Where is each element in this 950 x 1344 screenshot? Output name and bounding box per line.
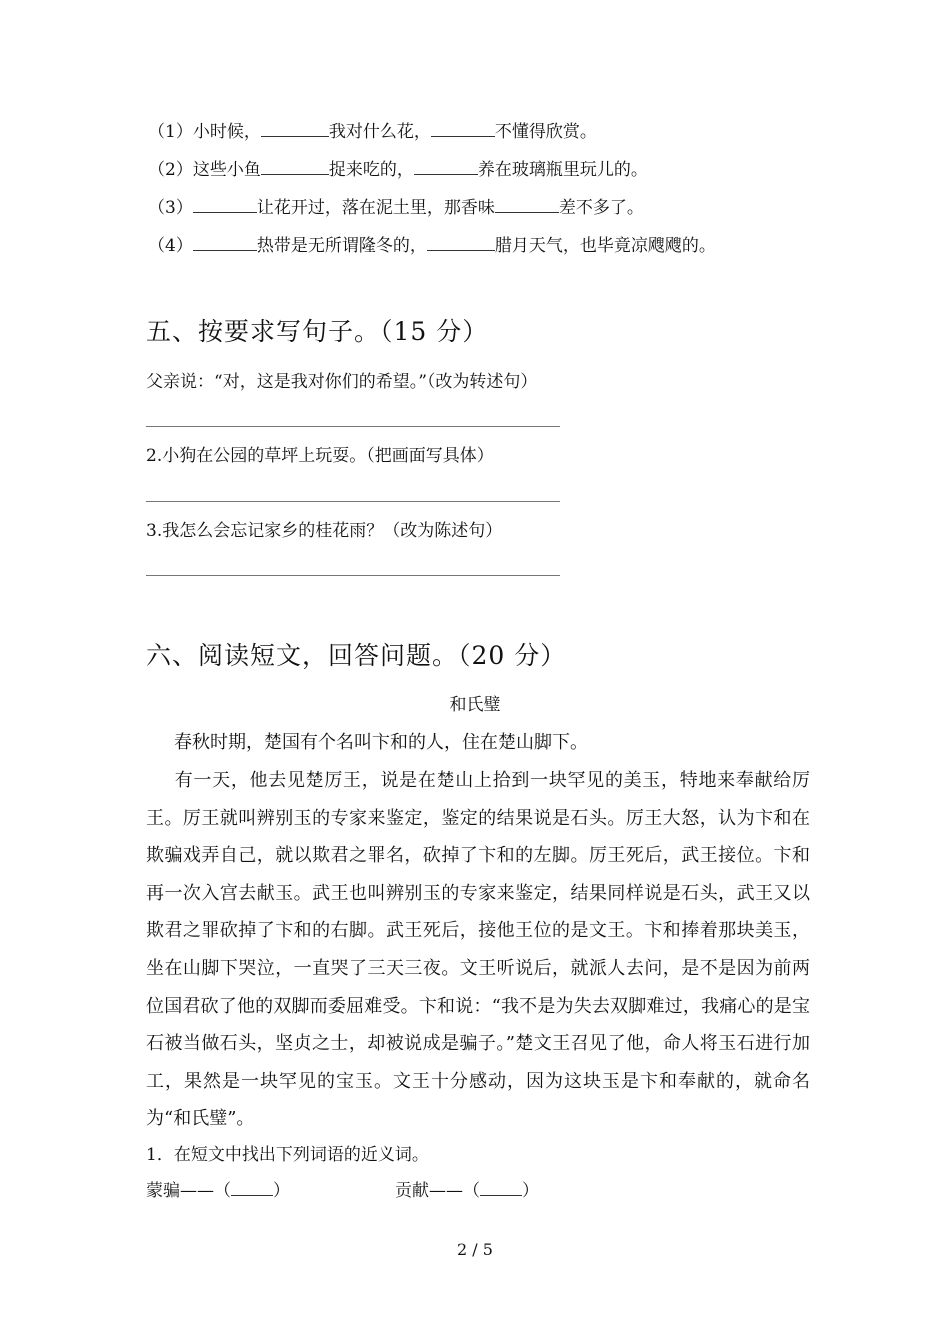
fill-blank-3-part-c: 差不多了。 bbox=[558, 198, 644, 218]
synonym-1-close: ） bbox=[273, 1181, 290, 1201]
passage-paragraph-2-text: 有一天，他去见楚厉王，说是在楚山上拾到一块罕见的美玉，特地来奉献给厉王。厉王就叫辨别玉的专家来鉴定，鉴定的结果说是石头。厉王大怒，认为卞和在欺骗戏弄自己，就以欺君之罪名，砍掉了卞和的左脚。厉王死后，武王接位。卞和再一次入宫去献玉。武王也叫辨别玉的专家来鉴定，结果同样说是石头，武王又以欺君之罪砍掉了卞和的右脚。武王死后，接他王位的是文王。卞和捧着那块美玉，坐在山脚下哭泣，一直哭了三天三夜。文王听说后，就派人去问，是不是因为前两位国君砍了他的双脚而委屈难受。卞和说：“我不是为失去双脚难过，我痛心的是宝石被当做石头，坚贞之士，却被说成是骗子。”楚文王召见了他，命人将玉石进行加工，果然是一块罕见的宝玉。文王十分感动，因为这块玉是卞和奉献的，就命名为“和氏璧”。 bbox=[146, 770, 810, 1130]
answer-blank[interactable] bbox=[193, 196, 257, 213]
section5-question-1: 父亲说：“对，这是我对你们的希望。”（改为转述句） bbox=[146, 372, 538, 392]
passage-paragraph-1-text: 春秋时期，楚国有个名叫卞和的人，住在楚山脚下。 bbox=[174, 732, 588, 753]
answer-blank[interactable] bbox=[231, 1179, 273, 1196]
synonym-row-2 bbox=[395, 1179, 539, 1203]
synonym-2-word: 贡献——（ bbox=[395, 1181, 480, 1201]
synonym-1-word: 蒙骗——（ bbox=[146, 1181, 231, 1201]
fill-blank-1-part-b: 我对什么花， bbox=[328, 122, 431, 142]
passage-paragraph-2 bbox=[146, 762, 810, 1138]
fill-blank-4 bbox=[148, 234, 716, 258]
answer-blank[interactable] bbox=[414, 158, 478, 175]
answer-line-2[interactable] bbox=[146, 501, 560, 502]
page-number: 2 / 5 bbox=[457, 1240, 493, 1259]
fill-blank-2-part-a: （2）这些小鱼 bbox=[148, 160, 261, 180]
answer-blank[interactable] bbox=[193, 234, 257, 251]
answer-blank[interactable] bbox=[261, 120, 329, 137]
answer-line-3[interactable] bbox=[146, 575, 560, 576]
fill-blank-2-part-b: 捉来吃的， bbox=[328, 160, 414, 180]
fill-blank-3-part-a: （3） bbox=[148, 198, 193, 218]
section6-heading: 六、阅读短文，回答问题。（20 分） bbox=[146, 641, 567, 670]
section5-heading: 五、按要求写句子。（15 分） bbox=[146, 317, 489, 346]
answer-blank[interactable] bbox=[261, 158, 329, 175]
answer-blank[interactable] bbox=[480, 1179, 522, 1196]
passage-title: 和氏璧 bbox=[449, 695, 501, 715]
fill-blank-4-part-c: 腊月天气，也毕竟凉飕飕的。 bbox=[494, 236, 716, 256]
fill-blank-2 bbox=[148, 158, 648, 182]
fill-blank-1-part-a: （1）小时候， bbox=[148, 122, 261, 142]
answer-blank[interactable] bbox=[431, 120, 495, 137]
fill-blank-4-part-a: （4） bbox=[148, 236, 193, 256]
answer-line-1[interactable] bbox=[146, 426, 560, 427]
answer-blank[interactable] bbox=[427, 234, 495, 251]
answer-blank[interactable] bbox=[495, 196, 559, 213]
fill-blank-1-part-c: 不懂得欣赏。 bbox=[494, 122, 597, 142]
fill-blank-4-part-b: 热带是无所谓隆冬的， bbox=[256, 236, 427, 256]
passage-paragraph-1 bbox=[146, 724, 810, 762]
synonym-row bbox=[146, 1179, 290, 1203]
fill-blank-3-part-b: 让花开过，落在泥土里，那香味 bbox=[256, 198, 495, 218]
fill-blank-3 bbox=[148, 196, 644, 220]
synonym-2-close: ） bbox=[522, 1181, 539, 1201]
reading-question-1: 1．在短文中找出下列词语的近义词。 bbox=[146, 1145, 429, 1165]
section5-question-2: 2.小狗在公园的草坪上玩耍。（把画面写具体） bbox=[146, 446, 494, 466]
fill-blank-2-part-c: 养在玻璃瓶里玩儿的。 bbox=[477, 160, 648, 180]
section5-question-3: 3.我怎么会忘记家乡的桂花雨？（改为陈述句） bbox=[146, 521, 503, 541]
fill-blank-1 bbox=[148, 120, 597, 144]
